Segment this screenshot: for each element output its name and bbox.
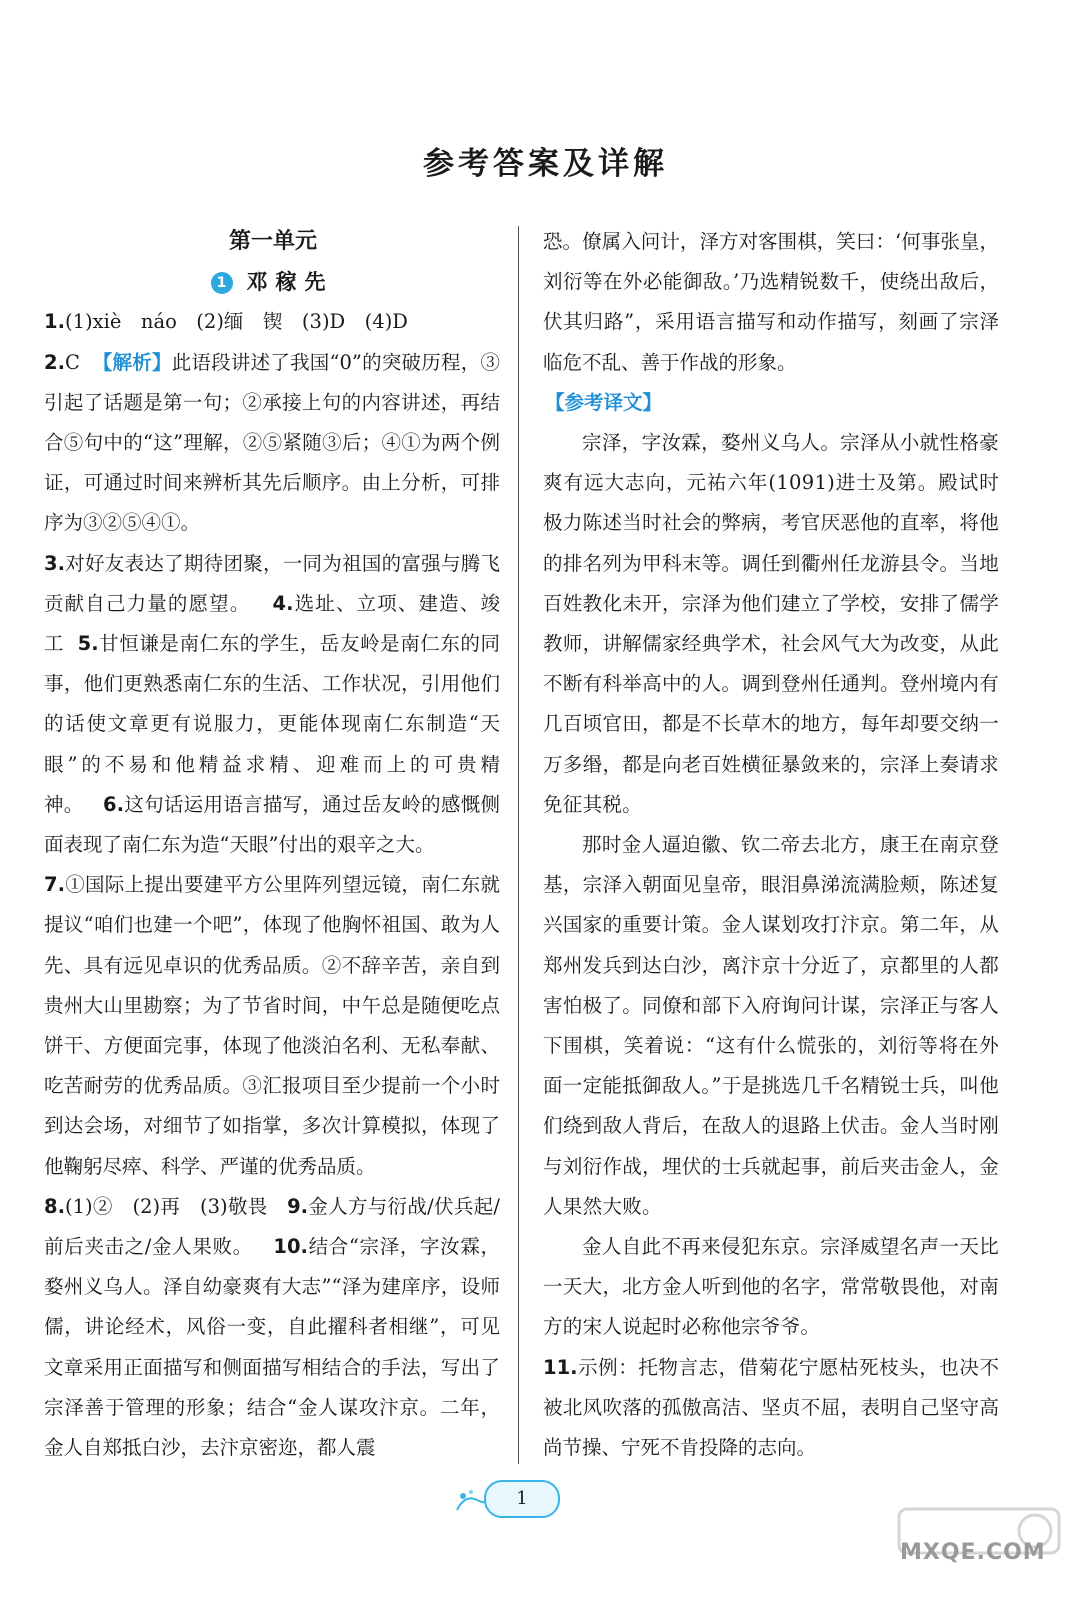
translation-paragraph-2: 那时金人逼迫徽、钦二帝去北方，康王在南京登基，宗泽入朝面见皇帝，眼泪鼻涕流满脸颊，陈述复兴国家的重要计策。金人谋划攻打汴京。第二年，从郑州发兵到达白沙，离汴京十分近了，京都里的人都害怕极了。同僚和部下入府询问计谋，宗泽正与客人下围棋，笑着说：“这有什么慌张的，刘衍等将在外面一定能抵御敌人。”于是挑选几千名精锐士兵，叫他们绕到敌人背后，在敌人的退路上伏击。金人当时刚与刘衍作战，埋伏的士兵就起事，前后夹击金人，金人果然大败。 bbox=[543, 833, 999, 1218]
lesson-heading bbox=[44, 262, 500, 302]
lesson-number-badge: 1 bbox=[211, 272, 233, 294]
answer-10-continued: 恐。僚属入问计，泽方对客围棋，笑曰：‘何事张皇，刘衍等在外必能御敌。’乃选精锐数千，使绕出敌后，伏其归路”，采用语言描写和动作描写，刻画了宗泽临危不乱、善于作战的形象。 bbox=[543, 230, 999, 374]
analysis-tag: 【解析】 bbox=[92, 350, 172, 374]
answer-2: 2.C 【解析】此语段讲述了我国“0”的突破历程，③引起了话题是第一句；②承接上句的内容讲述，再结合⑤句中的“这”理解，②⑤紧随③后；④①为两个例证，可通过时间来辨析其先后顺序。由上分析，可排序为③②⑤④①。 bbox=[44, 350, 500, 535]
page-number: 1 bbox=[484, 1480, 560, 1518]
unit-heading: 第一单元 bbox=[228, 229, 317, 254]
translation-tag: 【参考译文】 bbox=[545, 390, 663, 414]
answer-11: 11.示例：托物言志，借菊花宁愿枯死枝头，也决不被北风吹落的孤傲高洁、坚贞不屈，表明自己坚守高尚节操、宁死不肯投降的志向。 bbox=[543, 1355, 999, 1460]
column-divider bbox=[518, 226, 519, 1464]
answer-1: 1.(1)xiè náo (2)缅 锲 (3)D (4)D bbox=[44, 310, 408, 334]
right-column bbox=[543, 222, 999, 1468]
answers-3-6: 3.对好友表达了期待团聚，一同为祖国的富强与腾飞贡献自己力量的愿望。 4.选址、立项、建造、竣工 5.甘恒谦是南仁东的学生，岳友岭是南仁东的同事，他们更熟悉南仁东的生活、工作状况，引用他们的话使文章更有说服力，更能体现南仁东制造“天眼”的不易和他精益求精、迎难而上的可贵精神。 6.这句话运用语言描写，通过岳友岭的感慨侧面表现了南仁东为造“天眼”付出的艰辛之大。 bbox=[44, 551, 500, 857]
lesson-title: 邓稼先 bbox=[246, 270, 334, 295]
answers-8-10: 8.(1)② (2)再 (3)敬畏 9.金人方与衍战/伏兵起/前后夹击之/金人果败。 10.结合“宗泽，字汝霖，婺州义乌人。泽自幼豪爽有大志”“泽为建庠序，设师儒，讲论经术，风俗一变，自此擢科者相继”，可见文章采用正面描写和侧面描写相结合的手法，写出了宗泽善于管理的形象；结合“金人谋攻汴京。二年，金人自郑抵白沙，去汴京密迩，都人震 bbox=[44, 1194, 500, 1460]
translation-paragraph-1: 宗泽，字汝霖，婺州义乌人。宗泽从小就性格豪爽有远大志向，元祐六年(1091)进士及第。殿试时极力陈述当时社会的弊病，考官厌恶他的直率，将他的排名列为甲科末等。调任到衢州任龙游县令。当地百姓教化未开，宗泽为他们建立了学校，安排了儒学教师，讲解儒家经典学术，社会风气大为改变，从此不断有科举高中的人。调到登州任通判。登州境内有几百顷官田，都是不长草木的地方，每年却要交纳一万多缗，都是向老百姓横征暴敛来的，宗泽上奏请求免征其税。 bbox=[543, 431, 999, 816]
answer-7: 7.①国际上提出要建平方公里阵列望远镜，南仁东就提议“咱们也建一个吧”，体现了他胸怀祖国、敢为人先、具有远见卓识的优秀品质。②不辞辛苦，亲自到贵州大山里勘察；为了节省时间，中午总是随便吃点饼干、方便面完事，体现了他淡泊名利、无私奉献、吃苦耐劳的优秀品质。③汇报项目至少提前一个小时到达会场，对细节了如指掌，多次计算模拟，体现了他鞠躬尽瘁、科学、严谨的优秀品质。 bbox=[44, 873, 500, 1178]
translation-heading bbox=[543, 383, 999, 423]
translation-paragraph-3: 金人自此不再来侵犯东京。宗泽威望名声一天比一天大，北方金人听到他的名字，常常敬畏他，对南方的宋人说起时必称他宗爷爷。 bbox=[543, 1235, 999, 1339]
watermark-text: MXQE.COM bbox=[900, 1540, 1046, 1565]
page-title: 参考答案及详解 bbox=[423, 146, 668, 182]
left-column bbox=[44, 222, 500, 1468]
